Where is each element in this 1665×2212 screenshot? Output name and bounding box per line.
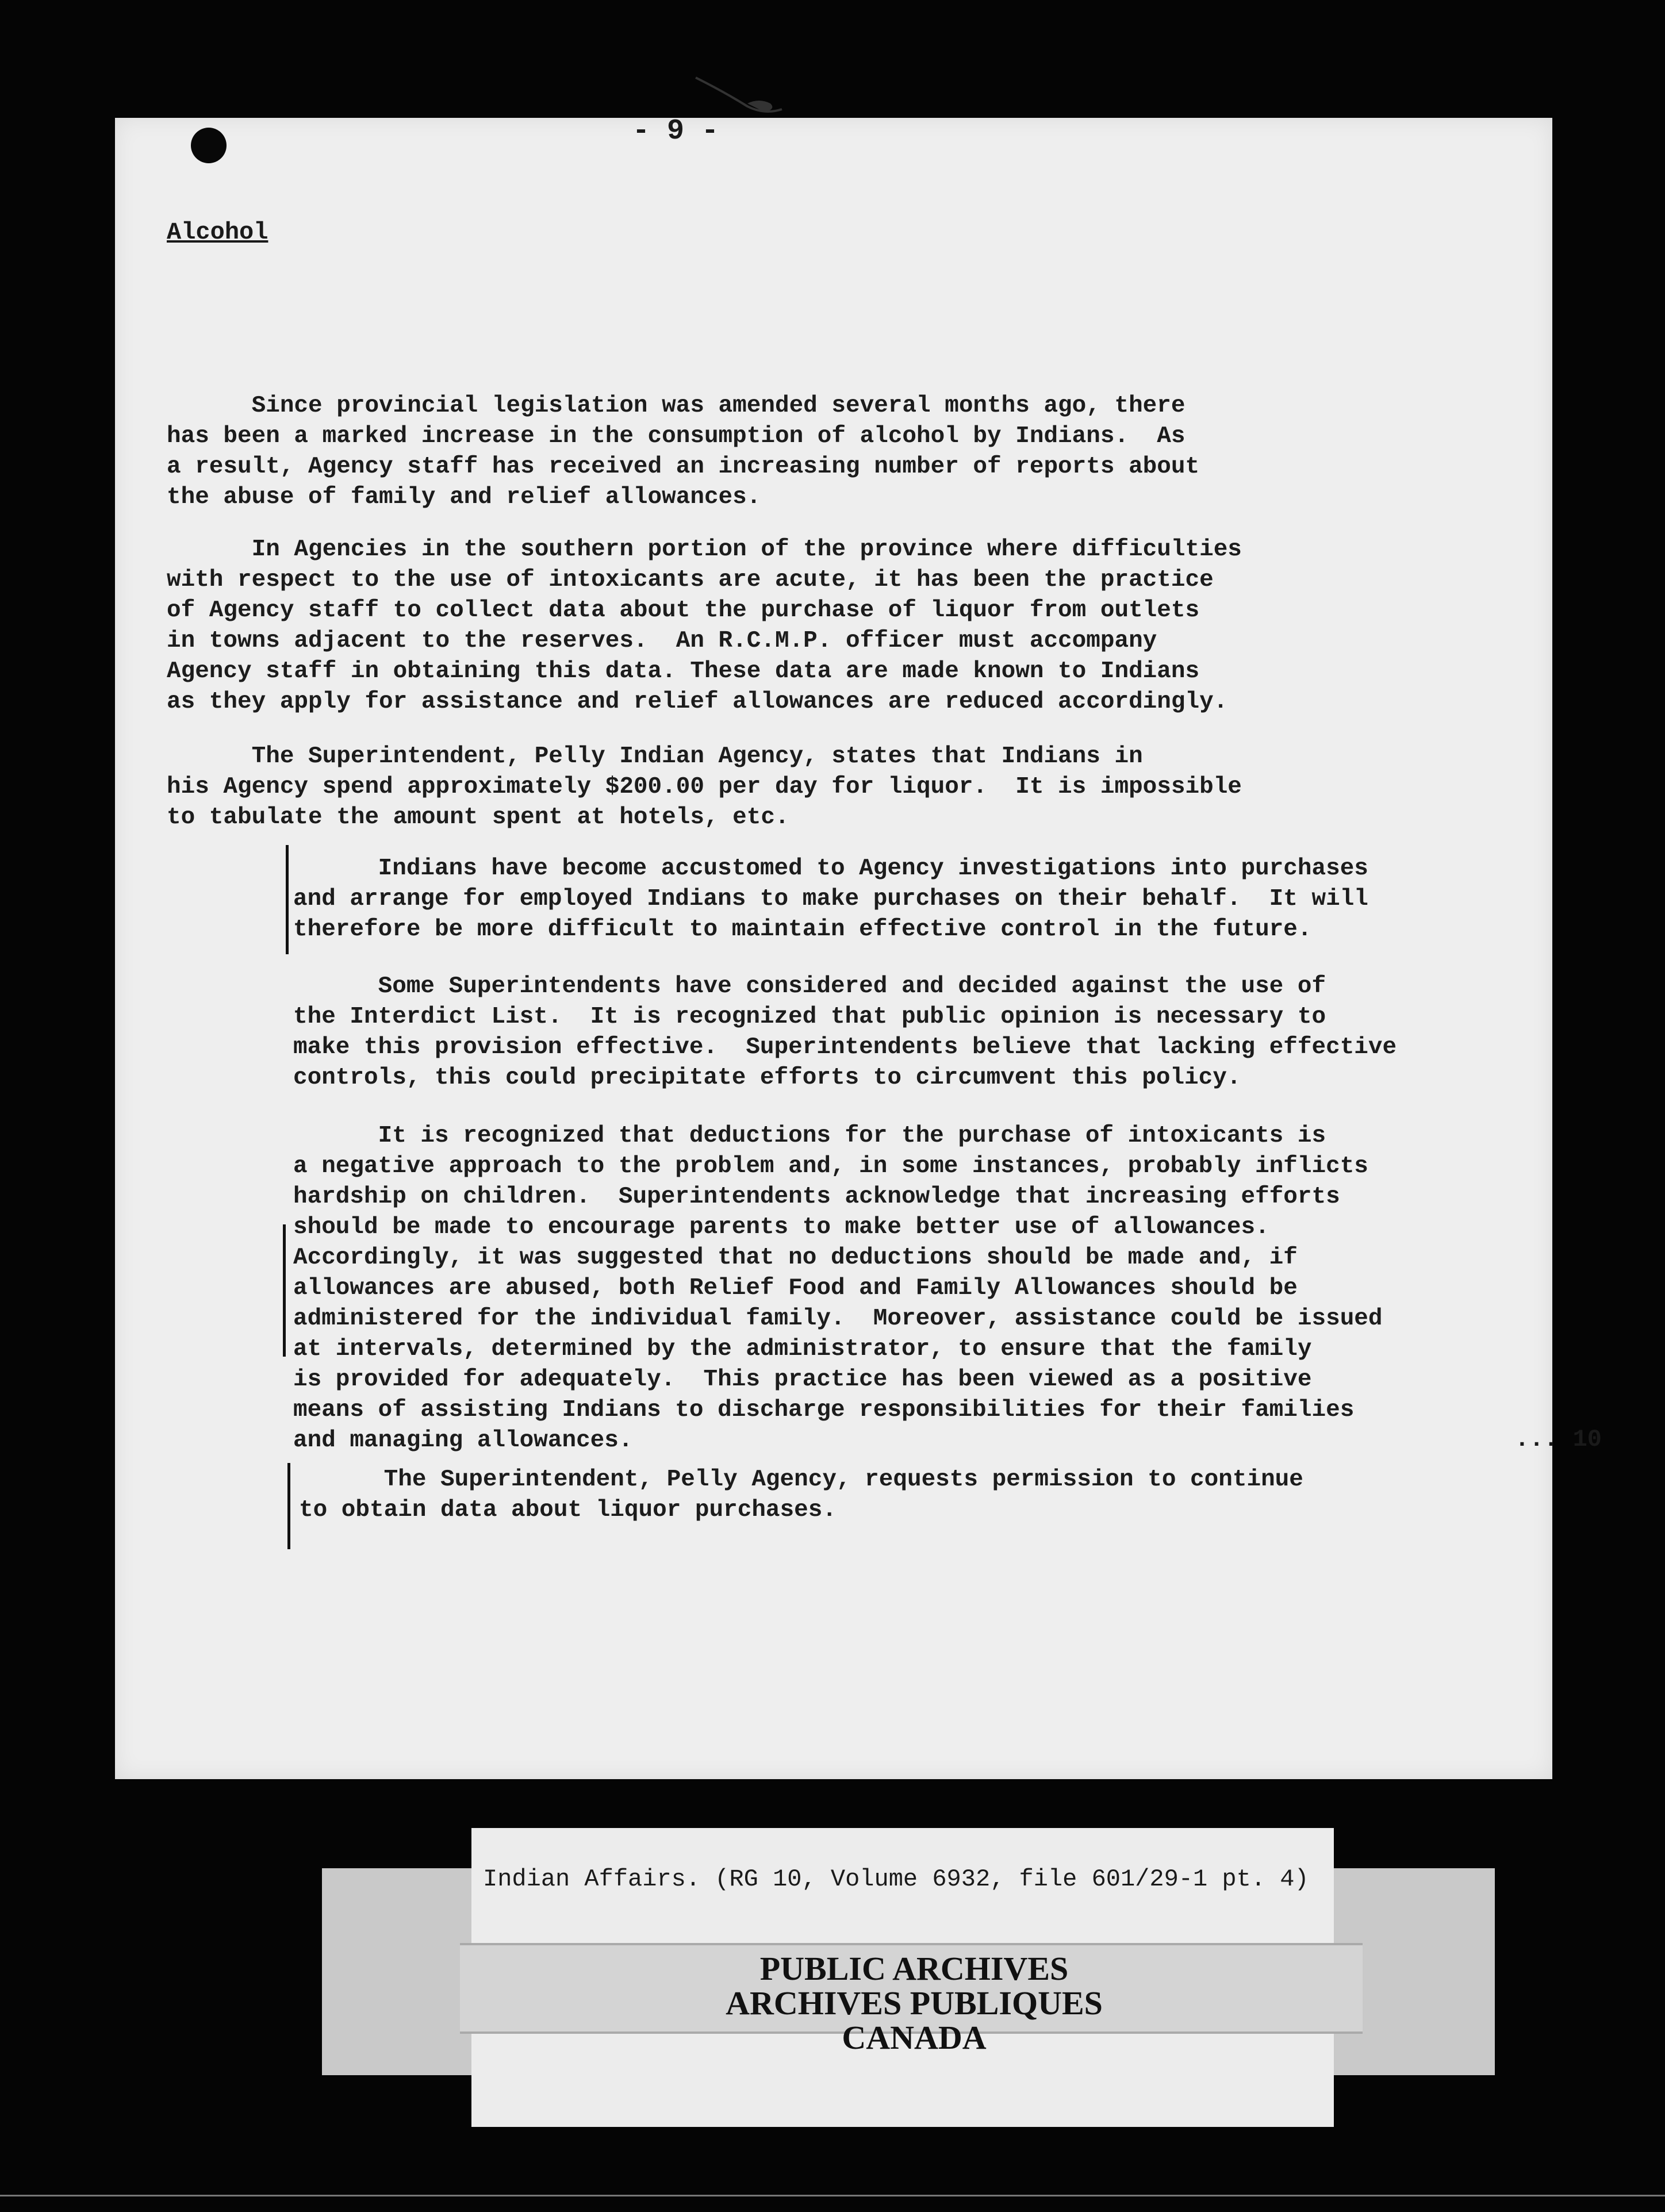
text-line: is provided for adequately. This practice has been viewed as a positive bbox=[293, 1366, 1312, 1393]
text-line: make this provision effective. Superintendents believe that lacking effective bbox=[293, 1034, 1397, 1061]
stamp-line: CANADA bbox=[842, 2019, 987, 2056]
text-line: Accordingly, it was suggested that no deductions should be made and, if bbox=[293, 1245, 1298, 1271]
paragraph bbox=[293, 971, 1443, 1093]
margin-annotation-bar bbox=[283, 1224, 286, 1357]
text-line: The Superintendent, Pelly Agency, requests permission to continue bbox=[299, 1466, 1303, 1493]
paragraph bbox=[299, 1465, 1443, 1526]
paragraph bbox=[167, 535, 1443, 717]
text-line: In Agencies in the southern portion of the province where difficulties bbox=[167, 536, 1242, 563]
page-number: - 9 - bbox=[632, 115, 719, 148]
text-line: as they apply for assistance and relief allowances are reduced accordingly. bbox=[167, 689, 1228, 715]
text-line: a result, Agency staff has received an increasing number of reports about bbox=[167, 454, 1200, 480]
archive-stamp bbox=[575, 1952, 1253, 2055]
text-line: and arrange for employed Indians to make purchases on their behalf. It will bbox=[293, 886, 1368, 912]
text-line: his Agency spend approximately $200.00 per day for liquor. It is impossible bbox=[167, 774, 1242, 800]
paragraph bbox=[167, 391, 1443, 513]
text-line: in towns adjacent to the reserves. An R.C.M.P. officer must accompany bbox=[167, 628, 1157, 654]
text-line: Agency staff in obtaining this data. These data are made known to Indians bbox=[167, 658, 1200, 685]
text-line: and managing allowances. bbox=[293, 1427, 633, 1454]
text-line: allowances are abused, both Relief Food and Family Allowances should be bbox=[293, 1275, 1298, 1301]
text-line: should be made to encourage parents to make better use of allowances. bbox=[293, 1214, 1269, 1241]
text-line: controls, this could precipitate efforts to circumvent this policy. bbox=[293, 1065, 1241, 1091]
continuation-marker: ... 10 bbox=[1514, 1426, 1602, 1453]
text-line: Since provincial legislation was amended several months ago, there bbox=[167, 393, 1186, 419]
text-line: the abuse of family and relief allowances. bbox=[167, 484, 761, 510]
text-line: to tabulate the amount spent at hotels, etc. bbox=[167, 804, 789, 831]
text-line: therefore be more difficult to maintain effective control in the future. bbox=[293, 916, 1312, 943]
text-line: a negative approach to the problem and, in some instances, probably inflicts bbox=[293, 1153, 1368, 1180]
text-line: means of assisting Indians to discharge responsibilities for their families bbox=[293, 1397, 1355, 1423]
text-line: has been a marked increase in the consumption of alcohol by Indians. As bbox=[167, 423, 1186, 450]
text-line: to obtain data about liquor purchases. bbox=[299, 1497, 837, 1523]
text-line: hardship on children. Superintendents acknowledge that increasing efforts bbox=[293, 1184, 1340, 1210]
margin-annotation-bar bbox=[286, 845, 289, 954]
paragraph bbox=[167, 742, 1443, 833]
document-page bbox=[115, 118, 1552, 1779]
pen-mark-scribble bbox=[690, 63, 931, 132]
section-heading: Alcohol bbox=[167, 218, 268, 246]
text-line: of Agency staff to collect data about the purchase of liquor from outlets bbox=[167, 597, 1200, 624]
stamp-line: ARCHIVES PUBLIQUES bbox=[726, 1984, 1103, 2022]
text-line: Some Superintendents have considered and decided against the use of bbox=[293, 973, 1326, 1000]
punch-hole bbox=[191, 128, 227, 163]
text-line: the Interdict List. It is recognized that public opinion is necessary to bbox=[293, 1004, 1326, 1030]
text-line: administered for the individual family. Moreover, assistance could be issued bbox=[293, 1305, 1383, 1332]
text-line: It is recognized that deductions for the purchase of intoxicants is bbox=[293, 1123, 1326, 1149]
text-line: with respect to the use of intoxicants are acute, it has been the practice bbox=[167, 567, 1214, 593]
stamp-line: PUBLIC ARCHIVES bbox=[759, 1950, 1069, 1987]
text-line: The Superintendent, Pelly Indian Agency, states that Indians in bbox=[167, 743, 1143, 770]
paragraph bbox=[293, 854, 1443, 945]
paragraph bbox=[293, 1121, 1443, 1456]
archive-file-reference: Indian Affairs. (RG 10, Volume 6932, file 601/29-1 pt. 4) bbox=[483, 1865, 1309, 1893]
margin-annotation-bar bbox=[287, 1463, 290, 1549]
scan-bottom-edge bbox=[0, 2195, 1665, 2196]
text-line: Indians have become accustomed to Agency investigations into purchases bbox=[293, 855, 1368, 882]
text-line: at intervals, determined by the administrator, to ensure that the family bbox=[293, 1336, 1312, 1362]
